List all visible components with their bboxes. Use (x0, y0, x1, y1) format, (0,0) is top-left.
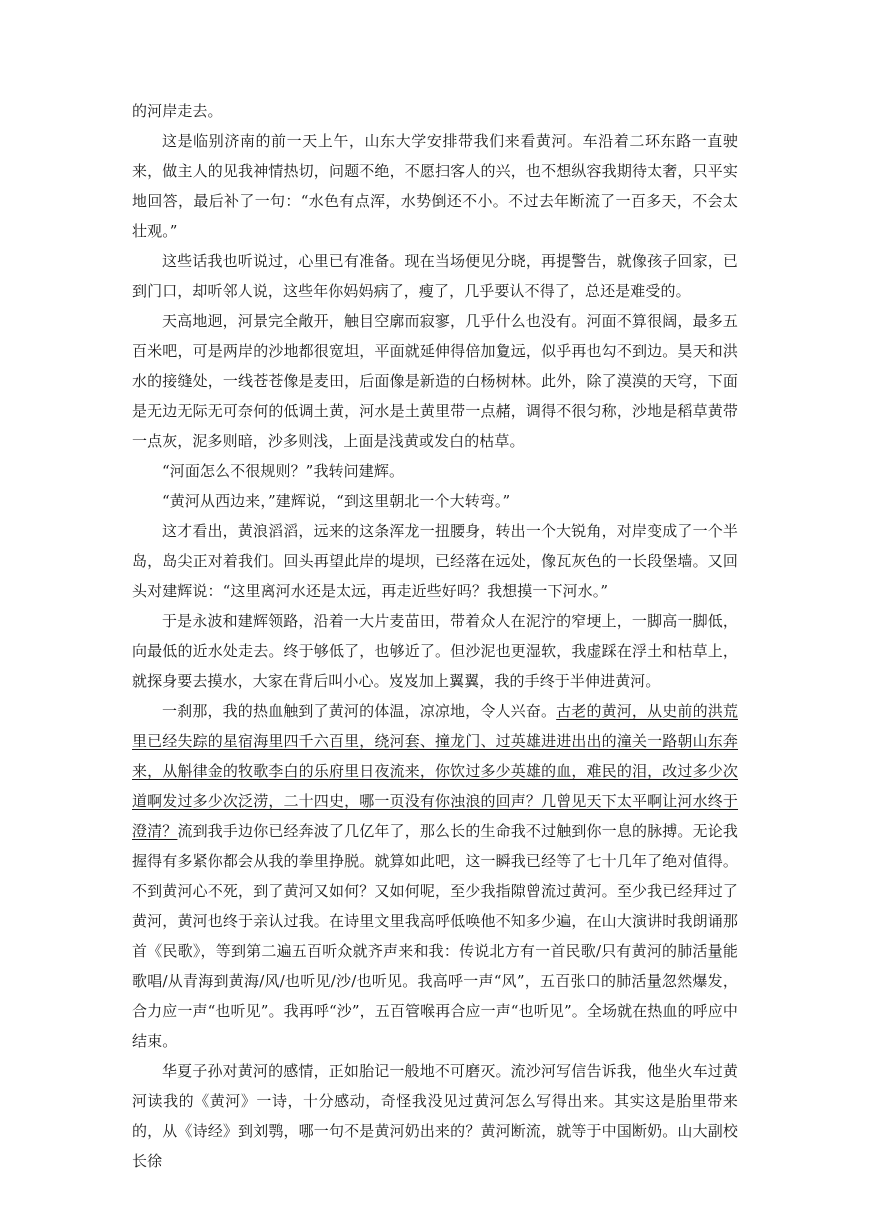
paragraph-9-underlined (132, 696, 738, 1056)
paragraph-5-dialogue: “河面怎么不很规则？”我转问建辉。 (162, 462, 405, 480)
paragraph-9-lead: 一刹那，我的热血触到了黄河的体温，凉凉地，令人兴奋。 (162, 702, 557, 720)
underlined-passage: 古老的黄河，从史前的洪荒里已经失踪的星宿海里四千六百里，绕河套、撞龙门、过英雄进进出出的潼关一路朝山东奔来，从斛律金的牧歌李白的乐府里日夜流来，你饮过多少英雄的血，难民的泪，改过多少次道啊发过多少次泛涝，二十四史，哪一页没有你浊浪的回声？几曾见天下太平啊让河水终于澄清？ (132, 702, 738, 840)
paragraph-2: 这是临别济南的前一天上午，山东大学安排带我们来看黄河。车沿着二环东路一直驶来，做主人的见我神情热切，问题不绝，不愿扫客人的兴，也不想纵容我期待太奢，只平实地回答，最后补了一句：“水色有点浑，水势倒还不小。不过去年断流了一百多天，不会太壮观。” (132, 132, 738, 240)
paragraph-6-dialogue: “黄河从西边来，”建辉说，“到这里朝北一个大转弯。” (162, 492, 511, 510)
paragraph-8: 于是永波和建辉领路，沿着一大片麦苗田，带着众人在泥泞的窄埂上，一脚高一脚低，向最低的近水处走去。终于够低了，也够近了。但沙泥也更湿软，我虚踩在浮土和枯草上，就探身要去摸水，大家在背后叫小心。岌岌加上翼翼，我的手终于半伸进黄河。 (132, 612, 738, 690)
paragraph-1: 的河岸走去。 (132, 102, 223, 120)
paragraph-3: 这些话我也听说过，心里已有准备。现在当场便见分晓，再提警告，就像孩子回家，已到门口，却听邻人说，这些年你妈妈病了，瘦了，几乎要认不得了，总还是难受的。 (132, 252, 738, 300)
paragraph-9-rest: 流到我手边你已经奔波了几亿年了，那么长的生命我不过触到你一息的脉搏。无论我握得有多紧你都会从我的拳里挣脱。就算如此吧，这一瞬我已经等了七十几年了绝对值得。不到黄河心不死，到了黄河又如何？又如何呢，至少我指隙曾流过黄河。至少我已经拜过了黄河，黄河也终于亲认过我。在诗里文里我高呼低唤他不知多少遍，在山大演讲时我朗诵那首《民歌》，等到第二遍五百听众就齐声来和我：传说北方有一首民歌/只有黄河的肺活量能歌唱/从青海到黄海/风/也听见/沙/也听见。我高呼一声“风”，五百张口的肺活量忽然爆发，合力应一声“也听见”。我再呼“沙”，五百管喉再合应一声“也听见”。全场就在热血的呼应中结束。 (132, 822, 738, 1050)
paragraph-7: 这才看出，黄浪滔滔，远来的这条浑龙一扭腰身，转出一个大锐角，对岸变成了一个半岛，岛尖正对着我们。回头再望此岸的堤坝，已经落在远处，像瓦灰色的一长段堡墙。又回头对建辉说：“这里离河水还是太远，再走近些好吗？我想摸一下河水。” (132, 522, 738, 600)
paragraph-10: 华夏子孙对黄河的感情，正如胎记一般地不可磨灭。流沙河写信告诉我，他坐火车过黄河读我的《黄河》一诗，十分感动，奇怪我没见过黄河怎么写得出来。其实这是胎里带来的，从《诗经》到刘鹗，哪一句不是黄河奶出来的？黄河断流，就等于中国断奶。山大副校长徐 (132, 1062, 738, 1170)
article-body (132, 96, 738, 1176)
paragraph-4: 天高地迥，河景完全敞开，触目空廓而寂寥，几乎什么也没有。河面不算很阔，最多五百米吧，可是两岸的沙地都很宽坦，平面就延伸得倍加夐远，似乎再也勾不到边。昊天和洪水的接缝处，一线苍苍像是麦田，后面像是新造的白杨树林。此外，除了漠漠的天穹，下面是无边无际无可奈何的低调土黄，河水是土黄里带一点赭，调得不很匀称，沙地是稻草黄带一点灰，泥多则暗，沙多则浅，上面是浅黄或发白的枯草。 (132, 312, 738, 450)
